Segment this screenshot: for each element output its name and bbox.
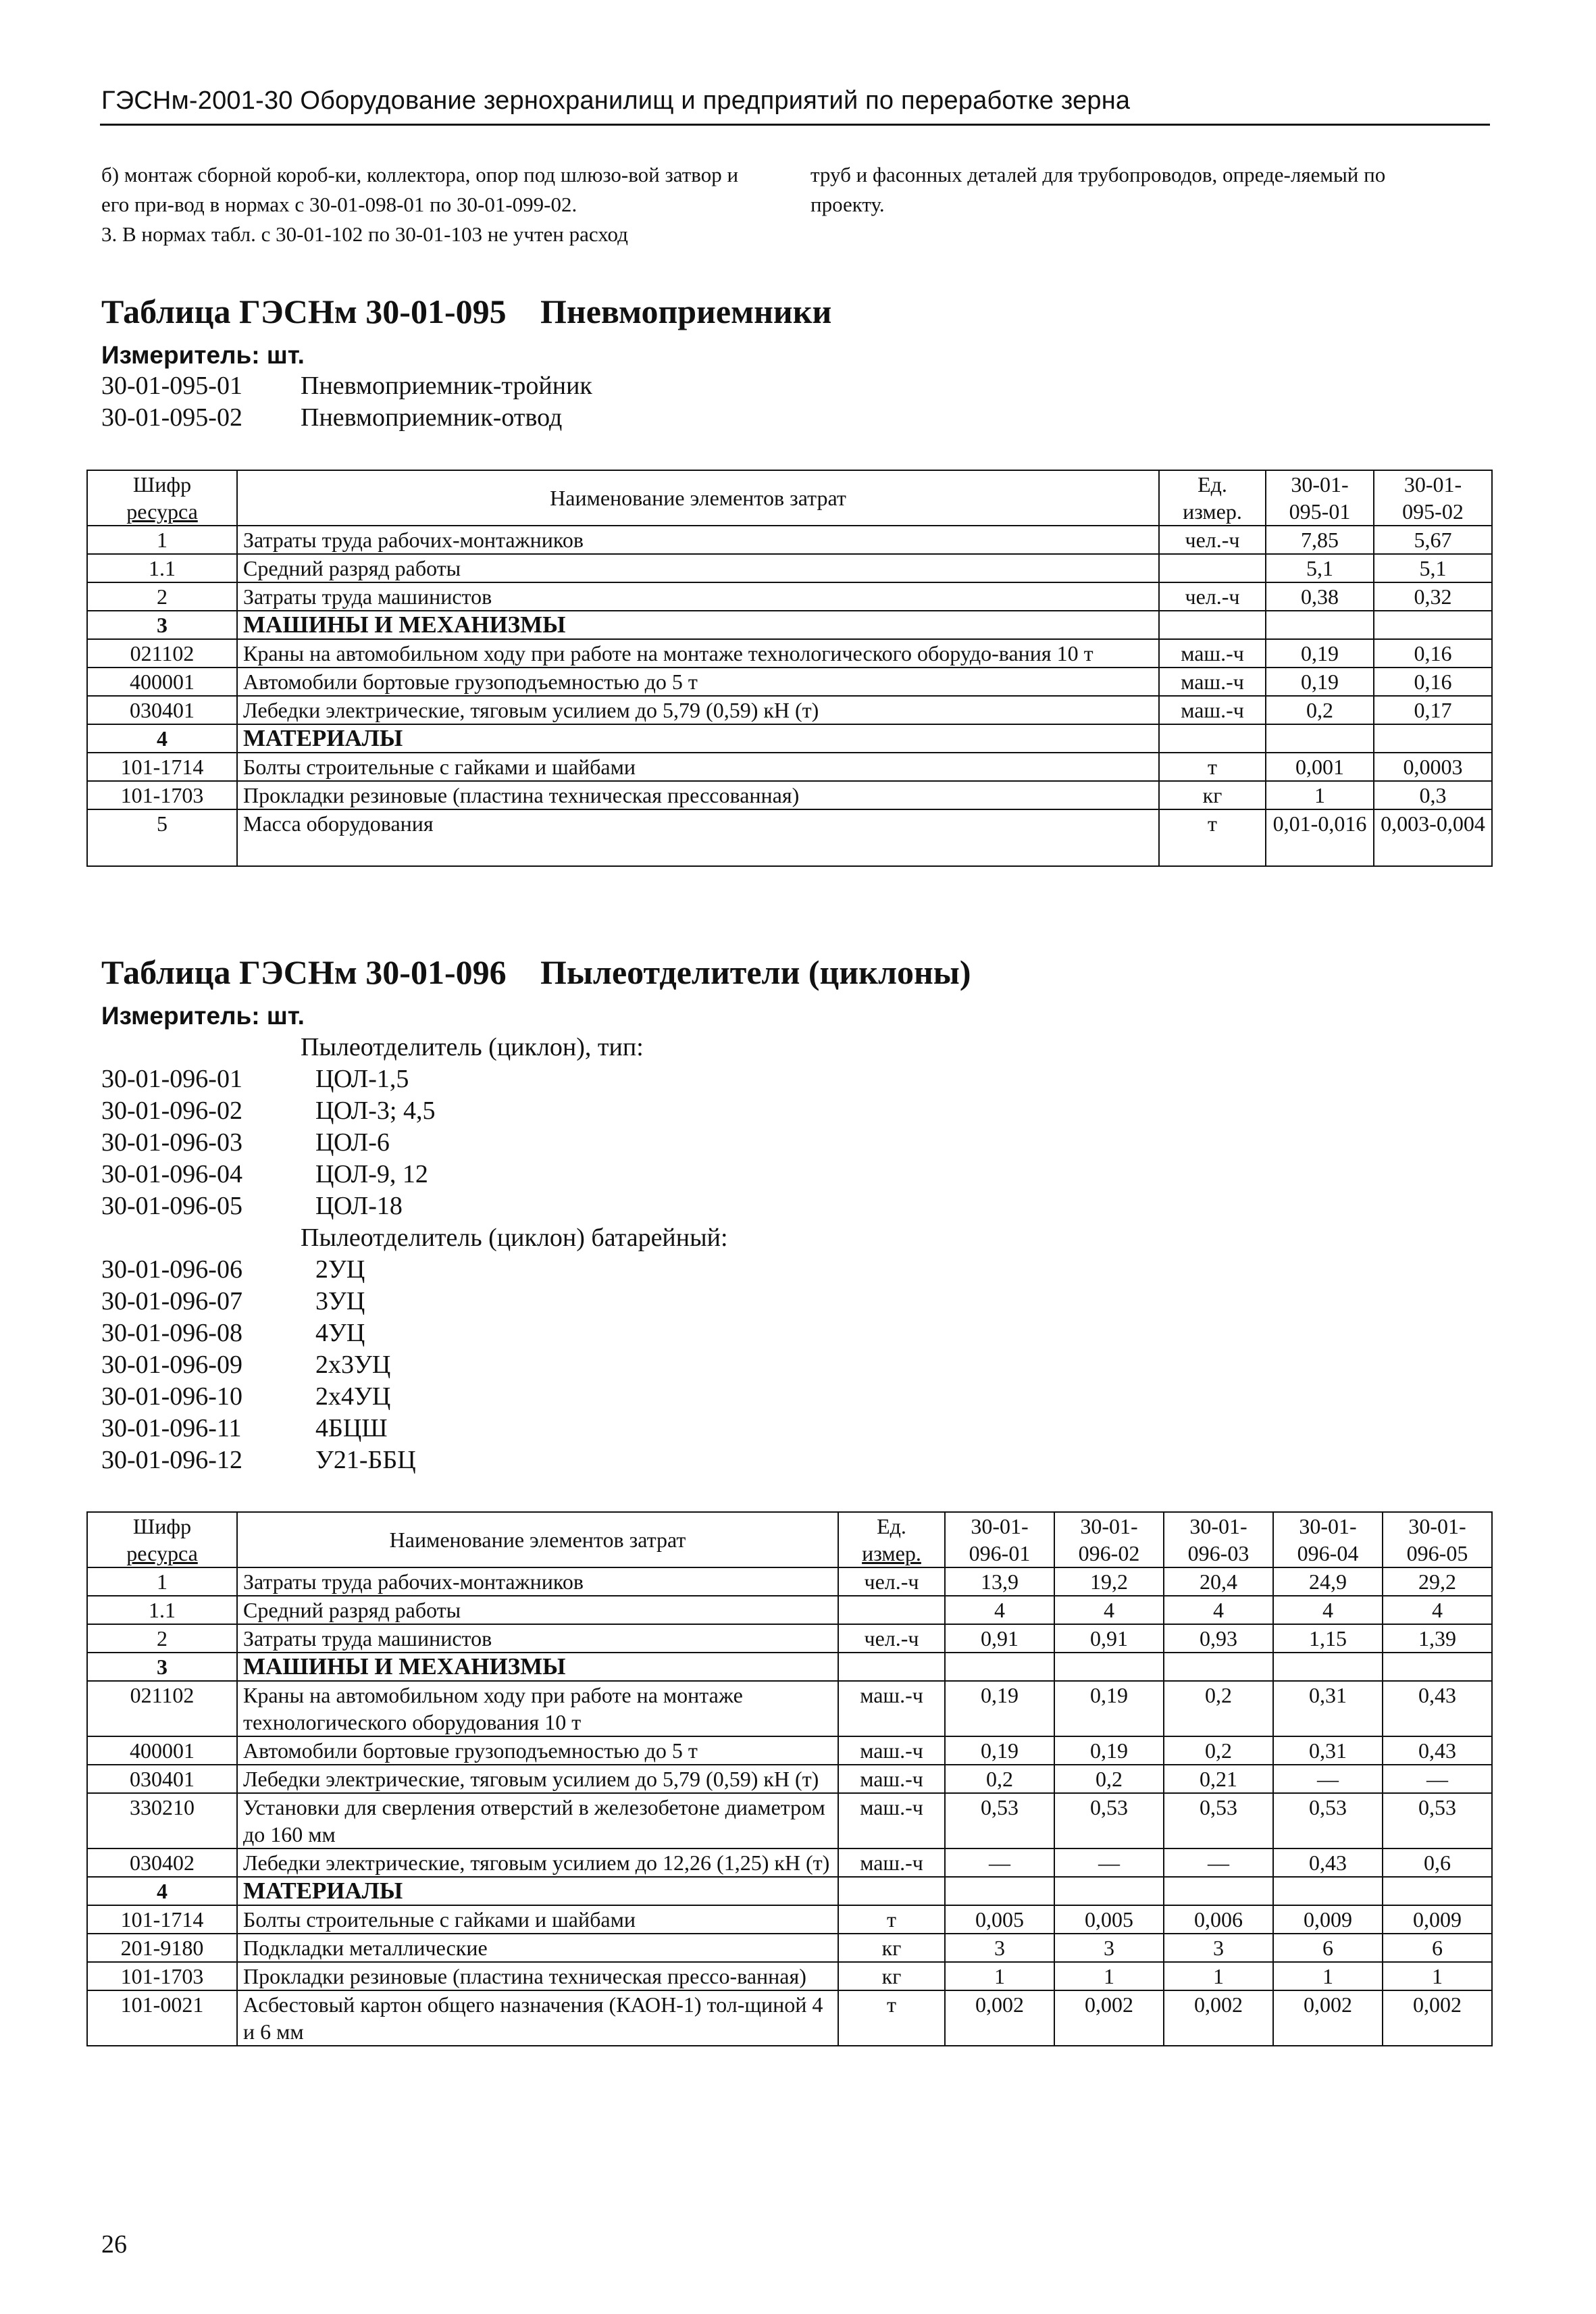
table2-code-list bbox=[101, 1032, 728, 1476]
table-cell: 6 bbox=[1273, 1934, 1383, 1962]
table-row bbox=[87, 696, 1492, 724]
header-col bbox=[1054, 1512, 1164, 1567]
table-cell bbox=[1266, 724, 1374, 753]
cost-element-name: МАШИНЫ И МЕХАНИЗМЫ bbox=[237, 611, 1159, 639]
code-line bbox=[101, 1063, 728, 1095]
table-cell: 1 bbox=[945, 1962, 1054, 1990]
table-cell: 0,17 bbox=[1374, 696, 1492, 724]
header-text-line: Ед. bbox=[1198, 472, 1227, 497]
table-cell bbox=[838, 1877, 945, 1905]
table-cell: 6 bbox=[1383, 1934, 1492, 1962]
table-cell: 3 bbox=[1164, 1934, 1273, 1962]
notes-right-column: труб и фасонных деталей для трубопроводов, опреде-ляемый по проекту. bbox=[810, 163, 1386, 216]
table-cell: 3 bbox=[1054, 1934, 1164, 1962]
header-text-line: 30-01- bbox=[1080, 1514, 1138, 1538]
code: 30-01-096-12 bbox=[101, 1446, 242, 1474]
table-cell: 1 bbox=[1273, 1962, 1383, 1990]
notes-left-column bbox=[101, 160, 763, 249]
table-cell: 20,4 bbox=[1164, 1567, 1273, 1596]
table-cell: 4 bbox=[1164, 1596, 1273, 1624]
table-cell: 4 bbox=[87, 724, 237, 753]
header-text-line: 096-02 bbox=[1078, 1541, 1140, 1565]
table-cell bbox=[838, 1596, 945, 1624]
table-cell: 0,31 bbox=[1273, 1736, 1383, 1765]
table-cell: кг bbox=[838, 1934, 945, 1962]
code: 30-01-096-11 bbox=[101, 1414, 242, 1442]
table-cell bbox=[838, 1653, 945, 1681]
code: 30-01-096-07 bbox=[101, 1287, 242, 1315]
table2-meter: Измеритель: шт. bbox=[101, 1002, 305, 1030]
header-text-line: 096-01 bbox=[969, 1541, 1031, 1565]
table-cell: маш.-ч bbox=[1159, 668, 1266, 696]
table-cell: 0,0003 bbox=[1374, 753, 1492, 781]
cost-element-name: Прокладки резиновые (пластина техническая прессованная) bbox=[237, 781, 1159, 809]
table-cell: 1 bbox=[1164, 1962, 1273, 1990]
code-group-intro: Пылеотделитель (циклон) батарейный: bbox=[301, 1224, 728, 1252]
table-cell: 0,91 bbox=[1054, 1624, 1164, 1653]
table-cell bbox=[1273, 1653, 1383, 1681]
table-cell: т bbox=[838, 1990, 945, 2046]
table-cell: 021102 bbox=[87, 1681, 237, 1736]
code-desc: 4БЦШ bbox=[315, 1414, 388, 1442]
table-cell: 2 bbox=[87, 582, 237, 611]
header-name: Наименование элементов затрат bbox=[237, 1512, 838, 1567]
table-cell: 101-1714 bbox=[87, 1905, 237, 1934]
table-cell: 0,002 bbox=[945, 1990, 1054, 2046]
table-row bbox=[87, 1990, 1492, 2046]
table-row bbox=[87, 1765, 1492, 1793]
cost-element-name: Болты строительные с гайками и шайбами bbox=[237, 1905, 838, 1934]
table-cell: 0,19 bbox=[945, 1736, 1054, 1765]
table-cell: 4 bbox=[1273, 1596, 1383, 1624]
header-text-line: измер. bbox=[1183, 499, 1242, 524]
table-cell: 0,43 bbox=[1383, 1681, 1492, 1736]
header-col bbox=[1164, 1512, 1273, 1567]
table-row bbox=[87, 1736, 1492, 1765]
code-line bbox=[101, 1381, 728, 1413]
table-cell: — bbox=[1383, 1765, 1492, 1793]
code: 30-01-096-10 bbox=[101, 1382, 242, 1411]
table-cell: 0,19 bbox=[1054, 1736, 1164, 1765]
table-cell: кг bbox=[1159, 781, 1266, 809]
code-line bbox=[101, 370, 592, 402]
code-desc: ЦОЛ-1,5 bbox=[315, 1065, 409, 1093]
table1-number: Таблица ГЭСНм 30-01-095 bbox=[101, 293, 507, 330]
table-cell: 0,53 bbox=[1383, 1793, 1492, 1848]
header-text-line: 096-03 bbox=[1187, 1541, 1250, 1565]
header-text-line: 30-01- bbox=[971, 1514, 1029, 1538]
code-line bbox=[101, 1413, 728, 1444]
table-cell: 0,2 bbox=[1266, 696, 1374, 724]
code-line bbox=[101, 1190, 728, 1222]
table-section-row bbox=[87, 611, 1492, 639]
table-cell: 13,9 bbox=[945, 1567, 1054, 1596]
header-name: Наименование элементов затрат bbox=[237, 470, 1159, 526]
code-line bbox=[101, 1159, 728, 1190]
table-row bbox=[87, 668, 1492, 696]
table1 bbox=[86, 470, 1493, 867]
code-desc: 2х4УЦ bbox=[315, 1382, 391, 1411]
table-cell: 0,3 bbox=[1374, 781, 1492, 809]
code-desc: ЦОЛ-6 bbox=[315, 1128, 390, 1157]
table-cell: — bbox=[945, 1848, 1054, 1877]
table1-meter: Измеритель: шт. bbox=[101, 341, 305, 369]
table-cell: 0,53 bbox=[945, 1793, 1054, 1848]
table-cell: 0,43 bbox=[1383, 1736, 1492, 1765]
table1-title bbox=[101, 292, 831, 331]
table-row bbox=[87, 1848, 1492, 1877]
code-line bbox=[101, 1095, 728, 1127]
table-cell: 030402 bbox=[87, 1848, 237, 1877]
table-cell: 0,001 bbox=[1266, 753, 1374, 781]
header-text-line: 095-01 bbox=[1289, 499, 1351, 524]
table-cell: 101-1703 bbox=[87, 781, 237, 809]
cost-element-name: Болты строительные с гайками и шайбами bbox=[237, 753, 1159, 781]
table-cell: 0,002 bbox=[1054, 1990, 1164, 2046]
header-text-line: Ед. bbox=[877, 1514, 906, 1538]
table-cell: 5 bbox=[87, 809, 237, 866]
table2-title bbox=[101, 953, 971, 992]
header-col bbox=[1266, 470, 1374, 526]
table-row bbox=[87, 1962, 1492, 1990]
cost-element-name: Затраты труда машинистов bbox=[237, 1624, 838, 1653]
header-text-line: 30-01- bbox=[1408, 1514, 1466, 1538]
table-cell: — bbox=[1164, 1848, 1273, 1877]
table-row bbox=[87, 1624, 1492, 1653]
page-number: 26 bbox=[101, 2230, 127, 2259]
table2 bbox=[86, 1511, 1493, 2046]
table-cell: — bbox=[1273, 1765, 1383, 1793]
cost-element-name: Краны на автомобильном ходу при работе на монтаже технологического оборудо-вания 10 т bbox=[237, 639, 1159, 668]
header-text-line: ресурса bbox=[126, 1541, 198, 1565]
table-cell: 201-9180 bbox=[87, 1934, 237, 1962]
table-row bbox=[87, 1567, 1492, 1596]
table-header-row bbox=[87, 1512, 1492, 1567]
table-cell: 0,31 bbox=[1273, 1681, 1383, 1736]
note-item-b: б) монтаж сборной короб-ки, коллектора, опор под шлюзо-вой затвор и его при-вод в нормах с 30-01-098-01 по 30-01-099-02. bbox=[101, 163, 739, 216]
table-row bbox=[87, 809, 1492, 866]
table-cell: 5,1 bbox=[1374, 554, 1492, 582]
table-cell: т bbox=[838, 1905, 945, 1934]
table-cell: 4 bbox=[87, 1877, 237, 1905]
table-cell: т bbox=[1159, 809, 1266, 866]
table-cell: 0,91 bbox=[945, 1624, 1054, 1653]
table-cell: 0,2 bbox=[1054, 1765, 1164, 1793]
table-cell: т bbox=[1159, 753, 1266, 781]
table-cell: 0,38 bbox=[1266, 582, 1374, 611]
table-cell: маш.-ч bbox=[838, 1765, 945, 1793]
header-text-line: 30-01- bbox=[1189, 1514, 1247, 1538]
table-cell: 0,16 bbox=[1374, 639, 1492, 668]
table-cell: — bbox=[1054, 1848, 1164, 1877]
table-cell: 29,2 bbox=[1383, 1567, 1492, 1596]
code: 30-01-096-01 bbox=[101, 1065, 242, 1093]
code-desc: У21-ББЦ bbox=[315, 1446, 416, 1474]
cost-element-name: Установки для сверления отверстий в железобетоне диаметром до 160 мм bbox=[237, 1793, 838, 1848]
cost-element-name: Краны на автомобильном ходу при работе на монтаже технологического оборудования 10 т bbox=[237, 1681, 838, 1736]
table-cell: 1 bbox=[87, 526, 237, 554]
table-cell: маш.-ч bbox=[1159, 696, 1266, 724]
code-line bbox=[101, 402, 592, 434]
header-text-line: Шифр bbox=[132, 1514, 192, 1538]
table-cell: чел.-ч bbox=[838, 1624, 945, 1653]
table-cell: 1 bbox=[1383, 1962, 1492, 1990]
table-cell: 1.1 bbox=[87, 1596, 237, 1624]
table-cell bbox=[1164, 1653, 1273, 1681]
note-item-3: 3. В нормах табл. с 30-01-102 по 30-01-103 не учтен расход bbox=[101, 222, 628, 246]
table-cell: 101-1714 bbox=[87, 753, 237, 781]
table-cell: 0,002 bbox=[1164, 1990, 1273, 2046]
table-cell: чел.-ч bbox=[838, 1567, 945, 1596]
cost-element-name: Подкладки металлические bbox=[237, 1934, 838, 1962]
code-desc: Пневмоприемник-отвод bbox=[301, 403, 563, 432]
code-desc: 2УЦ bbox=[315, 1255, 365, 1284]
header-col bbox=[1374, 470, 1492, 526]
table-cell: 0,002 bbox=[1273, 1990, 1383, 2046]
table-cell: 0,53 bbox=[1164, 1793, 1273, 1848]
table-section-row bbox=[87, 724, 1492, 753]
code: 30-01-095-01 bbox=[101, 372, 242, 400]
table-cell: маш.-ч bbox=[838, 1793, 945, 1848]
table-cell: 0,53 bbox=[1273, 1793, 1383, 1848]
cost-element-name: МАТЕРИАЛЫ bbox=[237, 724, 1159, 753]
cost-element-name: Затраты труда машинистов bbox=[237, 582, 1159, 611]
table-section-row bbox=[87, 1877, 1492, 1905]
table-cell bbox=[945, 1877, 1054, 1905]
code-line bbox=[101, 1317, 728, 1349]
table-cell bbox=[1159, 611, 1266, 639]
table-cell: 1,15 bbox=[1273, 1624, 1383, 1653]
table2-number: Таблица ГЭСНм 30-01-096 bbox=[101, 953, 507, 991]
table-cell: кг bbox=[838, 1962, 945, 1990]
header-text-line: 096-05 bbox=[1406, 1541, 1468, 1565]
cost-element-name: Средний разряд работы bbox=[237, 554, 1159, 582]
table-cell: 5,1 bbox=[1266, 554, 1374, 582]
table-cell: 24,9 bbox=[1273, 1567, 1383, 1596]
header-text-line: ресурса bbox=[126, 499, 198, 524]
cost-element-name: Автомобили бортовые грузоподъемностью до 5 т bbox=[237, 668, 1159, 696]
header-col bbox=[945, 1512, 1054, 1567]
code: 30-01-096-02 bbox=[101, 1097, 242, 1125]
table-cell bbox=[1159, 724, 1266, 753]
cost-element-name: Затраты труда рабочих-монтажников bbox=[237, 526, 1159, 554]
code-line bbox=[101, 1127, 728, 1159]
header-col bbox=[1273, 1512, 1383, 1567]
table1-name: Пневмоприемники bbox=[540, 293, 832, 330]
table-cell: 0,2 bbox=[945, 1765, 1054, 1793]
table-cell: маш.-ч bbox=[838, 1848, 945, 1877]
table-cell: 0,21 bbox=[1164, 1765, 1273, 1793]
running-header: ГЭСНм-2001-30 Оборудование зернохранилищ и предприятий по переработке зерна bbox=[101, 86, 1131, 115]
cost-element-name: МАШИНЫ И МЕХАНИЗМЫ bbox=[237, 1653, 838, 1681]
table-cell: маш.-ч bbox=[1159, 639, 1266, 668]
cost-element-name: Автомобили бортовые грузоподъемностью до 5 т bbox=[237, 1736, 838, 1765]
cost-element-name: Масса оборудования bbox=[237, 809, 1159, 866]
cost-element-name: Лебедки электрические, тяговым усилием до 12,26 (1,25) кН (т) bbox=[237, 1848, 838, 1877]
code: 30-01-096-06 bbox=[101, 1255, 242, 1284]
table-cell bbox=[945, 1653, 1054, 1681]
code: 30-01-096-05 bbox=[101, 1192, 242, 1220]
table-cell bbox=[1383, 1877, 1492, 1905]
table-cell: 3 bbox=[945, 1934, 1054, 1962]
table-cell: 0,2 bbox=[1164, 1681, 1273, 1736]
header-resource bbox=[87, 1512, 237, 1567]
code-desc: ЦОЛ-18 bbox=[315, 1192, 403, 1220]
table-cell bbox=[1159, 554, 1266, 582]
cost-element-name: Асбестовый картон общего назначения (КАОН-1) тол-щиной 4 и 6 мм bbox=[237, 1990, 838, 2046]
table-cell bbox=[1054, 1653, 1164, 1681]
table-cell: 400001 bbox=[87, 668, 237, 696]
table-cell: 0,93 bbox=[1164, 1624, 1273, 1653]
table-cell: 3 bbox=[87, 1653, 237, 1681]
table-cell bbox=[1164, 1877, 1273, 1905]
table-cell: 0,19 bbox=[1266, 668, 1374, 696]
table-cell bbox=[1054, 1877, 1164, 1905]
table-cell: 0,009 bbox=[1383, 1905, 1492, 1934]
table-section-row bbox=[87, 1653, 1492, 1681]
code: 30-01-096-04 bbox=[101, 1160, 242, 1188]
header-col bbox=[1383, 1512, 1492, 1567]
cost-element-name: Затраты труда рабочих-монтажников bbox=[237, 1567, 838, 1596]
cost-element-name: Средний разряд работы bbox=[237, 1596, 838, 1624]
table-cell: 021102 bbox=[87, 639, 237, 668]
header-text-line: Шифр bbox=[132, 472, 192, 497]
table-cell: 0,2 bbox=[1164, 1736, 1273, 1765]
header-rule bbox=[100, 124, 1490, 126]
table-cell: 0,19 bbox=[1266, 639, 1374, 668]
table-cell: 0,6 bbox=[1383, 1848, 1492, 1877]
table-row bbox=[87, 1596, 1492, 1624]
cost-element-name: Прокладки резиновые (пластина техническая прессо-ванная) bbox=[237, 1962, 838, 1990]
table-row bbox=[87, 526, 1492, 554]
table-cell: 4 bbox=[945, 1596, 1054, 1624]
table-cell: 030401 bbox=[87, 696, 237, 724]
code-line bbox=[101, 1349, 728, 1381]
table-cell bbox=[1266, 611, 1374, 639]
table-row bbox=[87, 639, 1492, 668]
table-header-row bbox=[87, 470, 1492, 526]
table-cell: 4 bbox=[1383, 1596, 1492, 1624]
header-text-line: 30-01- bbox=[1299, 1514, 1357, 1538]
table-cell: 0,006 bbox=[1164, 1905, 1273, 1934]
table-cell: 0,003-0,004 bbox=[1374, 809, 1492, 866]
header-text-line: 095-02 bbox=[1402, 499, 1464, 524]
table-cell: 3 bbox=[87, 611, 237, 639]
table-cell: 0,16 bbox=[1374, 668, 1492, 696]
table-row bbox=[87, 554, 1492, 582]
cost-element-name: МАТЕРИАЛЫ bbox=[237, 1877, 838, 1905]
table-cell: маш.-ч bbox=[838, 1681, 945, 1736]
header-text-line: 30-01- bbox=[1291, 472, 1349, 497]
table-cell: 7,85 bbox=[1266, 526, 1374, 554]
header-text-line: 30-01- bbox=[1404, 472, 1462, 497]
code-desc: 2х3УЦ bbox=[315, 1351, 391, 1379]
table-row bbox=[87, 1681, 1492, 1736]
table-cell: маш.-ч bbox=[838, 1736, 945, 1765]
code: 30-01-096-03 bbox=[101, 1128, 242, 1157]
header-unit bbox=[838, 1512, 945, 1567]
code-line bbox=[101, 1444, 728, 1476]
table-cell bbox=[1374, 724, 1492, 753]
table-cell: 101-1703 bbox=[87, 1962, 237, 1990]
code-desc: 4УЦ bbox=[315, 1319, 365, 1347]
table2-name: Пылеотделители (циклоны) bbox=[540, 953, 971, 991]
table-cell: 1,39 bbox=[1383, 1624, 1492, 1653]
table-cell: 0,32 bbox=[1374, 582, 1492, 611]
table-cell bbox=[1273, 1877, 1383, 1905]
table1-code-list bbox=[101, 370, 592, 434]
table-row bbox=[87, 1934, 1492, 1962]
table-cell: 4 bbox=[1054, 1596, 1164, 1624]
table-cell: 2 bbox=[87, 1624, 237, 1653]
code-group-intro: Пылеотделитель (циклон), тип: bbox=[301, 1033, 644, 1061]
table-cell bbox=[1383, 1653, 1492, 1681]
table-cell bbox=[1374, 611, 1492, 639]
table-cell: 400001 bbox=[87, 1736, 237, 1765]
table-cell: 0,01-0,016 bbox=[1266, 809, 1374, 866]
code-line bbox=[101, 1254, 728, 1286]
table-cell: 0,43 bbox=[1273, 1848, 1383, 1877]
table-cell: чел.-ч bbox=[1159, 582, 1266, 611]
table-cell: 0,005 bbox=[945, 1905, 1054, 1934]
table-cell: 0,002 bbox=[1383, 1990, 1492, 2046]
code-line bbox=[101, 1286, 728, 1317]
table-cell: 1 bbox=[87, 1567, 237, 1596]
table-cell: чел.-ч bbox=[1159, 526, 1266, 554]
code-desc: 3УЦ bbox=[315, 1287, 365, 1315]
table-row bbox=[87, 1793, 1492, 1848]
table-cell: 030401 bbox=[87, 1765, 237, 1793]
header-text-line: 096-04 bbox=[1297, 1541, 1359, 1565]
table-cell: 0,19 bbox=[945, 1681, 1054, 1736]
table-row bbox=[87, 1905, 1492, 1934]
cost-element-name: Лебедки электрические, тяговым усилием до 5,79 (0,59) кН (т) bbox=[237, 1765, 838, 1793]
code-desc: Пневмоприемник-тройник bbox=[301, 372, 592, 400]
code: 30-01-096-08 bbox=[101, 1319, 242, 1347]
table-row bbox=[87, 753, 1492, 781]
table-cell: 0,005 bbox=[1054, 1905, 1164, 1934]
table-cell: 1 bbox=[1054, 1962, 1164, 1990]
table-cell: 5,67 bbox=[1374, 526, 1492, 554]
cost-element-name: Лебедки электрические, тяговым усилием до 5,79 (0,59) кН (т) bbox=[237, 696, 1159, 724]
code-desc: ЦОЛ-9, 12 bbox=[315, 1160, 428, 1188]
code-desc: ЦОЛ-3; 4,5 bbox=[315, 1097, 436, 1125]
table-cell: 0,53 bbox=[1054, 1793, 1164, 1848]
table-row bbox=[87, 781, 1492, 809]
header-unit bbox=[1159, 470, 1266, 526]
table-cell: 0,009 bbox=[1273, 1905, 1383, 1934]
table-cell: 0,19 bbox=[1054, 1681, 1164, 1736]
header-resource bbox=[87, 470, 237, 526]
header-text-line: измер. bbox=[862, 1541, 921, 1565]
code: 30-01-096-09 bbox=[101, 1351, 242, 1379]
code: 30-01-095-02 bbox=[101, 403, 242, 432]
table-cell: 101-0021 bbox=[87, 1990, 237, 2046]
table-cell: 1.1 bbox=[87, 554, 237, 582]
table-cell: 1 bbox=[1266, 781, 1374, 809]
table-cell: 19,2 bbox=[1054, 1567, 1164, 1596]
table-cell: 330210 bbox=[87, 1793, 237, 1848]
table-row bbox=[87, 582, 1492, 611]
